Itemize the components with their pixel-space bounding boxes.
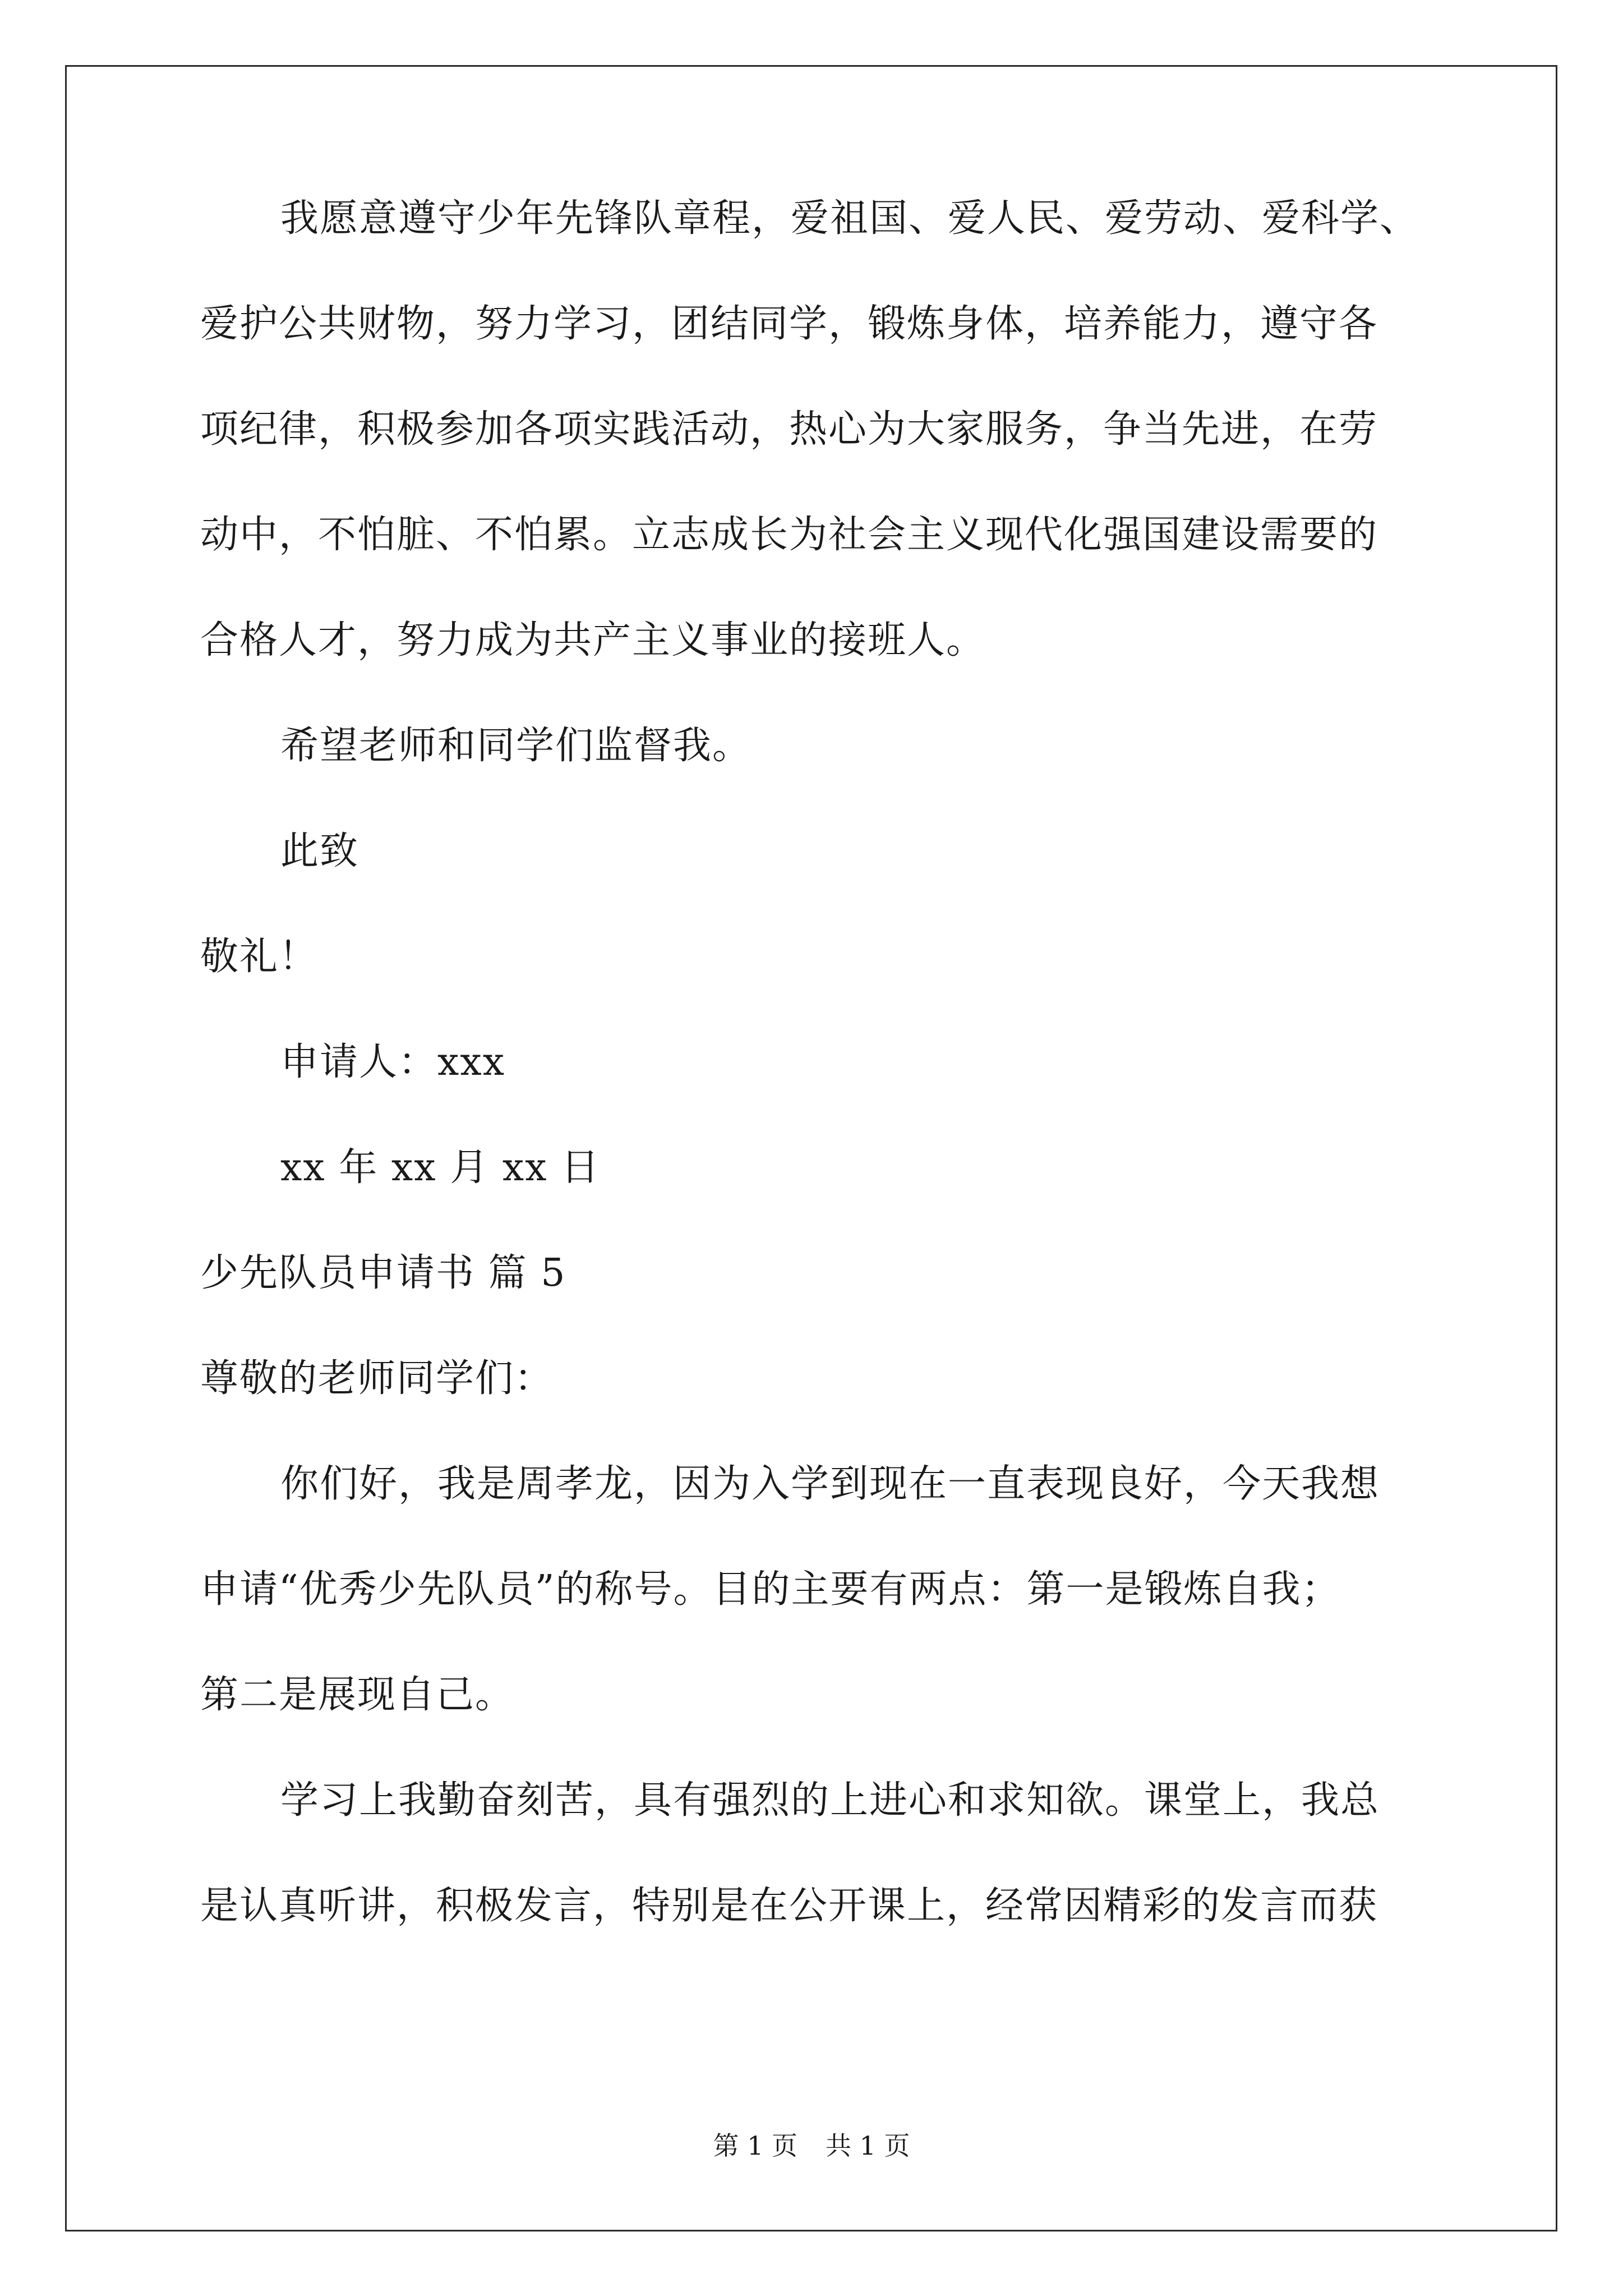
paragraph-line: 希望老师和同学们监督我。	[280, 724, 752, 768]
closing-salutation: 此致	[280, 829, 359, 873]
paragraph-line: 你们好，我是周孝龙，因为入学到现在一直表现良好，今天我想	[280, 1462, 1380, 1506]
page-footer	[0, 2129, 1623, 2162]
signature-date: xx 年 xx 月 xx 日	[280, 1145, 601, 1190]
paragraph-line: 合格人才，努力成为共产主义事业的接班人。	[200, 618, 986, 662]
section-heading: 少先队员申请书 篇 5	[200, 1251, 566, 1295]
applicant-signature: 申请人：xxx	[280, 1040, 506, 1084]
paragraph-line: 申请“优秀少先队员”的称号。目的主要有两点：第一是锻炼自我；	[200, 1567, 1341, 1612]
paragraph-line: 爱护公共财物，努力学习，团结同学，锻炼身体，培养能力，遵守各	[200, 302, 1378, 346]
paragraph-line: 我愿意遵守少年先锋队章程，爱祖国、爱人民、爱劳动、爱科学、	[280, 196, 1419, 241]
paragraph-line: 项纪律，积极参加各项实践活动，热心为大家服务，争当先进，在劳	[200, 407, 1378, 452]
paragraph-line: 是认真听讲，积极发言，特别是在公开课上，经常因精彩的发言而获	[200, 1884, 1378, 1928]
paragraph-line: 动中，不怕脏、不怕累。立志成长为社会主义现代化强国建设需要的	[200, 513, 1378, 557]
greeting-line: 尊敬的老师同学们：	[200, 1356, 554, 1401]
paragraph-line: 学习上我勤奋刻苦，具有强烈的上进心和求知欲。课堂上，我总	[280, 1778, 1380, 1823]
page-number: 第 1 页	[713, 2131, 797, 2161]
page-total: 共 1 页	[826, 2131, 910, 2161]
closing-regards: 敬礼！	[200, 935, 319, 979]
paragraph-line: 第二是展现自己。	[200, 1673, 515, 1717]
